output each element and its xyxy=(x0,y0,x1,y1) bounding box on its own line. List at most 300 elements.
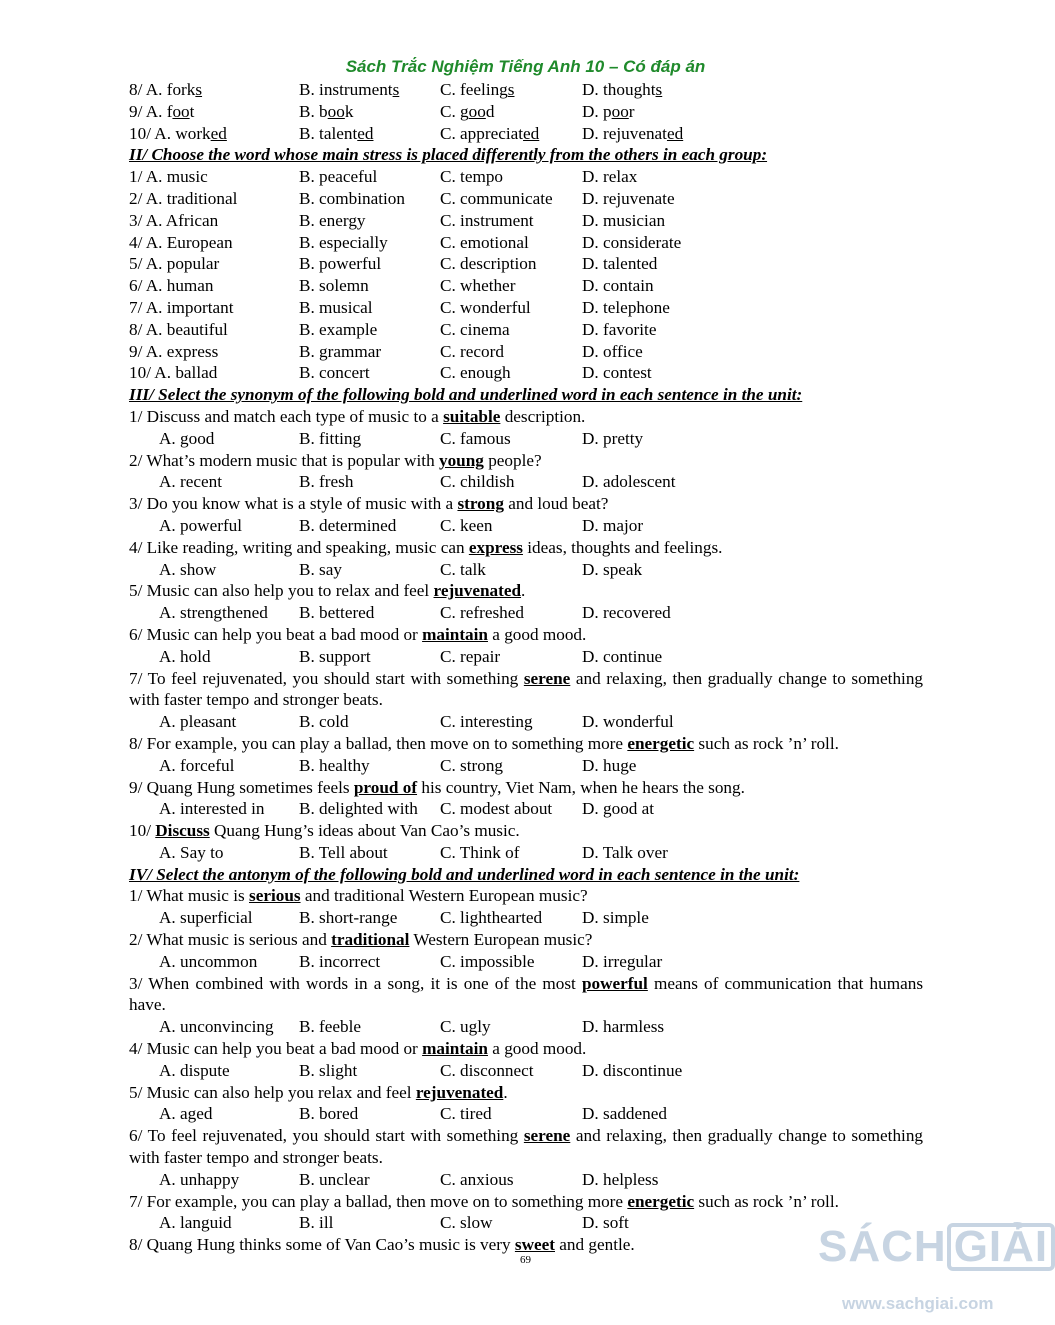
text-segment: k xyxy=(344,101,354,121)
text-segment: . xyxy=(503,1082,508,1102)
underlined-letters: ed xyxy=(357,123,374,143)
option-c xyxy=(440,755,503,777)
page-header-title: Sách Trắc Nghiệm Tiếng Anh 10 – Có đáp án xyxy=(345,57,706,76)
text-segment: 9/ Quang Hung sometimes feels xyxy=(129,777,354,797)
text-segment: D. wonderful xyxy=(582,712,674,732)
text-segment: C. tired xyxy=(440,1104,492,1124)
option-c xyxy=(440,275,515,297)
option-d xyxy=(582,275,654,297)
option-b xyxy=(299,907,397,929)
text-segment: A. hold xyxy=(159,646,211,666)
text-segment: 6/ Music can help you beat a bad mood or xyxy=(129,624,423,644)
option-a xyxy=(159,1212,232,1234)
text-segment: A. strengthened xyxy=(159,603,268,623)
text-segment: 3/ A. African xyxy=(129,210,219,230)
option-b xyxy=(299,210,366,232)
option-c xyxy=(440,188,553,210)
key-word: rejuvenated xyxy=(415,1082,504,1102)
text-segment: Western European music? xyxy=(409,930,593,950)
option-d xyxy=(582,1103,667,1125)
question-sentence xyxy=(129,1234,923,1256)
option-a xyxy=(159,798,264,820)
text-segment: B. powerful xyxy=(299,254,382,274)
option-a xyxy=(129,79,202,101)
text-segment: 8/ For example, you can play a ballad, then move on to something more xyxy=(129,733,628,753)
text-segment: 9/ A. express xyxy=(129,341,219,361)
option-d xyxy=(582,951,662,973)
text-segment: C. cinema xyxy=(440,319,510,339)
option-b xyxy=(299,602,374,624)
text-segment: B. energy xyxy=(299,210,366,230)
text-segment: 4/ A. European xyxy=(129,232,233,252)
option-a xyxy=(159,1169,239,1191)
option-d xyxy=(582,1169,658,1191)
text-segment: description. xyxy=(500,406,586,426)
text-segment: such as rock ’n’ roll. xyxy=(694,1191,839,1211)
text-segment: D. thought xyxy=(582,80,656,99)
text-segment: D. soft xyxy=(582,1213,629,1233)
text-segment: D. contest xyxy=(582,363,652,383)
answer-options-row xyxy=(129,559,923,581)
text-segment: ideas, thoughts and feelings. xyxy=(522,537,723,557)
text-segment: B. b xyxy=(299,101,328,121)
key-word: sweet xyxy=(514,1235,555,1255)
text-segment: B. fresh xyxy=(299,472,354,492)
watermark-logo-part-1: SÁCH xyxy=(818,1222,947,1271)
option-c xyxy=(440,297,531,319)
answer-options-row xyxy=(129,907,923,929)
question-sentence xyxy=(129,733,923,755)
text-segment: C. ugly xyxy=(440,1017,491,1037)
question-sentence xyxy=(129,493,923,515)
text-segment: C. whether xyxy=(440,276,516,296)
underlined-letters: ed xyxy=(666,123,684,143)
option-b xyxy=(299,515,396,537)
option-a xyxy=(159,428,214,450)
question-options-row xyxy=(129,188,923,210)
option-c xyxy=(440,101,494,123)
text-segment: D. discontinue xyxy=(582,1060,683,1080)
text-segment: such as rock ’n’ roll. xyxy=(694,733,839,753)
question-sentence xyxy=(129,929,923,951)
option-b xyxy=(299,253,381,275)
text-segment: 2/ A. traditional xyxy=(129,188,238,208)
option-a xyxy=(129,188,237,210)
worksheet-content xyxy=(129,79,923,1256)
option-c xyxy=(440,232,529,254)
text-segment: D. adolescent xyxy=(582,472,676,492)
answer-options-row xyxy=(129,798,923,820)
option-b xyxy=(299,755,370,777)
option-c xyxy=(440,711,533,733)
option-c xyxy=(440,602,524,624)
text-segment: 6/ A. human xyxy=(129,276,214,296)
text-segment: 1/ Discuss and match each type of music to a xyxy=(129,406,444,426)
option-d xyxy=(582,341,643,363)
text-segment: 10/ A. work xyxy=(129,123,211,143)
text-segment: d xyxy=(485,101,495,121)
text-segment: 8/ Quang Hung thinks some of Van Cao’s music is very xyxy=(129,1235,515,1255)
text-segment: B. Tell about xyxy=(299,842,388,862)
text-segment: C. lighthearted xyxy=(440,908,543,928)
option-c xyxy=(440,428,511,450)
option-a xyxy=(159,559,216,581)
option-d xyxy=(582,253,657,275)
text-segment: D. huge xyxy=(582,755,637,775)
answer-options-row xyxy=(129,1060,923,1082)
text-segment: B. incorrect xyxy=(299,951,381,971)
text-segment: 9/ A. f xyxy=(129,101,173,121)
text-segment: Quang Hung’s ideas about Van Cao’s music. xyxy=(209,821,520,841)
text-segment: B. talent xyxy=(299,123,358,143)
text-segment: A. dispute xyxy=(159,1060,230,1080)
text-segment: t xyxy=(189,101,195,121)
text-segment: D. continue xyxy=(582,646,663,666)
text-segment: 10/ A. ballad xyxy=(129,363,218,383)
option-d xyxy=(582,362,652,384)
option-c xyxy=(440,1212,493,1234)
answer-options-row xyxy=(129,842,923,864)
option-c xyxy=(440,341,504,363)
text-segment: B. ill xyxy=(299,1213,334,1233)
text-segment: D. contain xyxy=(582,276,654,296)
answer-options-row xyxy=(129,1016,923,1038)
text-segment: B. instrument xyxy=(299,80,393,99)
option-a xyxy=(159,842,223,864)
key-word: suitable xyxy=(443,406,501,426)
text-segment: r xyxy=(628,101,635,121)
question-options-row xyxy=(129,275,923,297)
option-b xyxy=(299,1212,333,1234)
text-segment: . xyxy=(521,581,526,601)
option-d xyxy=(582,842,668,864)
option-a xyxy=(159,951,257,973)
text-segment: C. Think of xyxy=(440,842,520,862)
key-word: traditional xyxy=(331,930,410,950)
question-options-row xyxy=(129,341,923,363)
option-c xyxy=(440,798,552,820)
watermark-url: www.sachgiai.com xyxy=(842,1294,994,1313)
underlined-letters: s xyxy=(507,80,515,99)
option-d xyxy=(582,101,635,123)
key-word: young xyxy=(438,450,484,470)
option-a xyxy=(129,123,227,145)
option-d xyxy=(582,798,654,820)
text-segment: D. relax xyxy=(582,167,638,187)
question-sentence xyxy=(129,820,923,842)
text-segment: and gentle. xyxy=(555,1235,635,1255)
option-d xyxy=(582,711,674,733)
option-d xyxy=(582,602,671,624)
key-word: rejuvenated xyxy=(433,581,522,601)
text-segment: C. emotional xyxy=(440,232,529,252)
option-a xyxy=(159,711,236,733)
text-segment: 3/ When combined with words in a song, it is one of the most xyxy=(129,973,582,993)
option-d xyxy=(582,515,643,537)
watermark-logo-part-2: GIẢI xyxy=(947,1223,1055,1271)
text-segment: A. unconvincing xyxy=(159,1017,274,1037)
text-segment: 2/ What’s modern music that is popular with xyxy=(129,450,439,470)
option-a xyxy=(129,319,228,341)
question-sentence xyxy=(129,450,923,472)
text-segment: A. forceful xyxy=(159,755,235,775)
text-segment: D. irregular xyxy=(582,951,663,971)
text-segment: D. telephone xyxy=(582,297,670,317)
question-options-row xyxy=(129,362,923,384)
text-segment: a good mood. xyxy=(487,1039,587,1059)
text-segment: C. strong xyxy=(440,755,504,775)
key-word: energetic xyxy=(627,733,695,753)
section-heading: II/ Choose the word whose main stress is placed differently from the others in each group: xyxy=(129,145,768,165)
text-segment: C. keen xyxy=(440,515,493,535)
option-a xyxy=(129,101,194,123)
key-word: serene xyxy=(523,1126,571,1146)
option-b xyxy=(299,341,381,363)
option-a xyxy=(159,1016,274,1038)
option-d xyxy=(582,1060,682,1082)
question-sentence xyxy=(129,1191,923,1213)
option-b xyxy=(299,1103,358,1125)
option-a xyxy=(129,297,234,319)
option-c xyxy=(440,951,535,973)
option-a xyxy=(159,755,234,777)
text-segment: D. favorite xyxy=(582,319,657,339)
underlined-letters: ed xyxy=(210,123,227,143)
answer-options-row xyxy=(129,471,923,493)
key-word: powerful xyxy=(581,973,648,993)
text-segment: 7/ A. important xyxy=(129,297,234,317)
text-segment: his country, Viet Nam, when he hears the song. xyxy=(417,777,745,797)
option-d xyxy=(582,210,665,232)
question-options-row xyxy=(129,79,923,101)
option-c xyxy=(440,1103,492,1125)
option-b xyxy=(299,297,373,319)
text-segment: B. slight xyxy=(299,1060,358,1080)
option-d xyxy=(582,471,676,493)
text-segment: 4/ Like reading, writing and speaking, music can xyxy=(129,537,469,557)
text-segment: C. description xyxy=(440,254,537,274)
option-d xyxy=(582,319,656,341)
text-segment: C. record xyxy=(440,341,504,361)
option-b xyxy=(299,79,399,101)
option-c xyxy=(440,319,510,341)
option-a xyxy=(129,232,233,254)
question-sentence xyxy=(129,1125,923,1169)
option-b xyxy=(299,559,342,581)
text-segment: D. harmless xyxy=(582,1017,665,1037)
text-segment: C. interesting xyxy=(440,712,533,732)
option-b xyxy=(299,166,377,188)
underlined-letters: oo xyxy=(611,101,629,121)
text-segment: D. rejuvenate xyxy=(582,188,675,208)
text-segment: A. aged xyxy=(159,1104,213,1124)
text-segment: B. example xyxy=(299,319,378,339)
key-word: energetic xyxy=(627,1191,695,1211)
text-segment: D. pretty xyxy=(582,428,644,448)
option-c xyxy=(440,515,493,537)
question-sentence xyxy=(129,1082,923,1104)
section-heading: III/ Select the synonym of the following bold and underlined word in each sentence in the unit: xyxy=(129,385,803,405)
text-segment: A. powerful xyxy=(159,515,243,535)
option-c xyxy=(440,842,519,864)
underlined-letters: oo xyxy=(172,101,190,121)
answer-options-row xyxy=(129,602,923,624)
option-a xyxy=(159,471,222,493)
option-b xyxy=(299,951,380,973)
option-d xyxy=(582,297,670,319)
key-word: proud of xyxy=(353,777,418,797)
text-segment: and relaxing, then gradually change to something with faster tempo and stronger beats. xyxy=(129,1126,924,1168)
text-segment: C. g xyxy=(440,101,469,121)
option-b xyxy=(299,1169,370,1191)
option-d xyxy=(582,755,636,777)
text-segment: C. repair xyxy=(440,646,501,666)
page-number: 69 xyxy=(520,1254,531,1266)
option-b xyxy=(299,842,388,864)
text-segment: 7/ To feel rejuvenated, you should start with something xyxy=(129,668,524,688)
text-segment: C. anxious xyxy=(440,1169,514,1189)
text-segment: B. healthy xyxy=(299,755,370,775)
text-segment: A. languid xyxy=(159,1213,232,1233)
question-sentence xyxy=(129,973,923,1017)
text-segment: 5/ Music can also help you relax and feel xyxy=(129,1082,416,1102)
option-a xyxy=(129,362,217,384)
option-d xyxy=(582,166,637,188)
option-a xyxy=(129,253,219,275)
text-segment: D. rejuvenat xyxy=(582,123,667,143)
text-segment: D. office xyxy=(582,341,643,361)
option-c xyxy=(440,166,503,188)
text-segment: A. Say to xyxy=(159,842,224,862)
question-sentence xyxy=(129,406,923,428)
text-segment: and loud beat? xyxy=(503,494,609,514)
text-segment: C. tempo xyxy=(440,167,504,187)
text-segment: C. refreshed xyxy=(440,603,524,623)
text-segment: 3/ Do you know what is a style of music with a xyxy=(129,494,458,514)
text-segment: D. recovered xyxy=(582,603,671,623)
answer-options-row xyxy=(129,951,923,973)
option-c xyxy=(440,1016,491,1038)
option-c xyxy=(440,1169,514,1191)
key-word: Discuss xyxy=(155,821,210,841)
option-d xyxy=(582,123,683,145)
option-c xyxy=(440,79,514,101)
text-segment: B. delighted with xyxy=(299,799,418,819)
option-b xyxy=(299,646,371,668)
option-c xyxy=(440,907,542,929)
text-segment: C. appreciat xyxy=(440,123,524,143)
option-c xyxy=(440,559,486,581)
option-d xyxy=(582,188,675,210)
underlined-letters: ed xyxy=(523,123,540,143)
text-segment: D. p xyxy=(582,101,612,121)
text-segment: D. speak xyxy=(582,559,643,579)
watermark-logo xyxy=(818,1222,1049,1322)
text-segment: B. unclear xyxy=(299,1169,370,1189)
option-b xyxy=(299,1060,357,1082)
key-word: serene xyxy=(523,668,571,688)
question-options-row xyxy=(129,166,923,188)
text-segment: C. modest about xyxy=(440,799,553,819)
text-segment: A. superficial xyxy=(159,908,253,928)
underlined-letters: oo xyxy=(327,101,345,121)
option-b xyxy=(299,188,405,210)
key-word: maintain xyxy=(422,1039,488,1059)
option-a xyxy=(129,166,208,188)
text-segment: and traditional Western European music? xyxy=(300,886,588,906)
underlined-letters: s xyxy=(655,80,663,99)
option-b xyxy=(299,711,349,733)
option-d xyxy=(582,1212,629,1234)
question-options-row xyxy=(129,253,923,275)
answer-options-row xyxy=(129,1103,923,1125)
text-segment: D. saddened xyxy=(582,1104,667,1124)
text-segment: a good mood. xyxy=(487,624,587,644)
question-options-row xyxy=(129,210,923,232)
text-segment: C. feeling xyxy=(440,80,508,99)
text-segment: B. bettered xyxy=(299,603,375,623)
text-segment: A. interested in xyxy=(159,799,265,819)
question-options-row xyxy=(129,297,923,319)
text-segment: C. talk xyxy=(440,559,486,579)
text-segment: B. determined xyxy=(299,515,397,535)
question-options-row xyxy=(129,101,923,123)
option-a xyxy=(159,1060,230,1082)
option-b xyxy=(299,362,370,384)
text-segment: 10/ xyxy=(129,821,156,841)
question-sentence xyxy=(129,624,923,646)
option-d xyxy=(582,79,662,101)
text-segment: and relaxing, then gradually change to something with faster tempo and stronger beats. xyxy=(129,668,924,710)
key-word: maintain xyxy=(422,624,488,644)
option-a xyxy=(129,210,218,232)
option-b xyxy=(299,275,369,297)
text-segment: B. solemn xyxy=(299,276,369,296)
option-d xyxy=(582,559,642,581)
key-word: strong xyxy=(457,494,504,514)
text-segment: D. major xyxy=(582,515,644,535)
text-segment: B. combination xyxy=(299,188,405,208)
option-b xyxy=(299,471,353,493)
text-segment: C. slow xyxy=(440,1213,493,1233)
underlined-letters: s xyxy=(195,80,203,99)
question-sentence xyxy=(129,1038,923,1060)
text-segment: C. impossible xyxy=(440,951,535,971)
text-segment: C. enough xyxy=(440,363,511,383)
key-word: serious xyxy=(249,886,301,906)
text-segment: A. good xyxy=(159,428,215,448)
key-word: express xyxy=(468,537,523,557)
text-segment: D. Talk over xyxy=(582,842,668,862)
answer-options-row xyxy=(129,755,923,777)
text-segment: C. instrument xyxy=(440,210,534,230)
text-segment: B. bored xyxy=(299,1104,359,1124)
text-segment: B. fitting xyxy=(299,428,362,448)
text-segment: B. feeble xyxy=(299,1017,362,1037)
text-segment: B. concert xyxy=(299,363,370,383)
text-segment: D. good at xyxy=(582,799,655,819)
option-b xyxy=(299,123,373,145)
text-segment: 8/ A. beautiful xyxy=(129,319,228,339)
option-c xyxy=(440,123,539,145)
text-segment: B. say xyxy=(299,559,342,579)
question-sentence xyxy=(129,777,923,799)
question-sentence xyxy=(129,668,923,712)
option-c xyxy=(440,253,536,275)
option-a xyxy=(129,275,214,297)
text-segment: 1/ A. music xyxy=(129,167,208,187)
question-options-row xyxy=(129,123,923,145)
